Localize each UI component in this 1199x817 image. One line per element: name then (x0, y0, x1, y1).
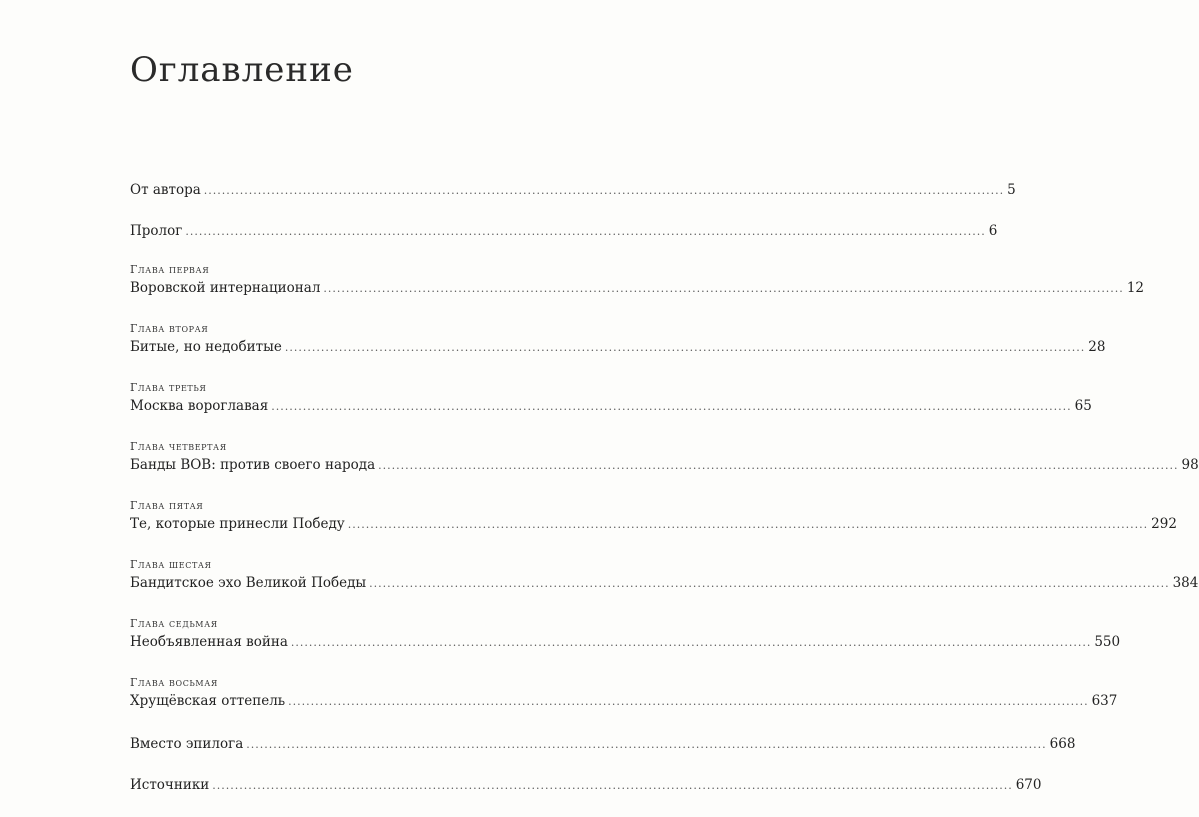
toc-page-number: 668 (1049, 736, 1076, 752)
toc-entry-chapter-2 (130, 322, 1106, 357)
toc-leader-dots: .................................................................................................................................................................................. (378, 459, 1179, 472)
toc-leader-dots: .................................................................................................................................................................................. (369, 577, 1170, 590)
toc-line (130, 181, 1016, 200)
toc-chapter-label: Глава первая (130, 263, 210, 276)
toc-chapter-label: Глава шестая (130, 558, 212, 571)
toc-leader-dots: .................................................................................................................................................................................. (246, 738, 1047, 751)
toc-leader-dots: .................................................................................................................................................................................. (203, 184, 1005, 197)
toc-chapter-label: Глава седьмая (130, 617, 218, 630)
toc-line (130, 222, 998, 241)
toc-page-number: 670 (1015, 777, 1042, 793)
toc-line (130, 692, 1118, 711)
toc-page-number: 12 (1126, 280, 1144, 296)
toc-chapter-label: Глава вторая (130, 322, 209, 335)
toc-leader-dots: .................................................................................................................................................................................. (284, 341, 1086, 354)
toc-line (130, 397, 1092, 416)
toc-entry-title: Битые, но недобитые (130, 339, 282, 355)
toc-chapter-label: Глава четвертая (130, 440, 227, 453)
toc-entry-title: Воровской интернационал (130, 280, 321, 296)
toc-page-number: 550 (1094, 634, 1121, 650)
toc-entry-title: Вместо эпилога (130, 736, 244, 752)
toc-leader-dots: .................................................................................................................................................................................. (185, 225, 986, 238)
page-title: Оглавление (130, 50, 354, 90)
toc-line (130, 735, 1076, 754)
toc-line (130, 633, 1121, 652)
toc-page-number: 384 (1172, 575, 1199, 591)
toc-entry-chapter-8 (130, 676, 1118, 711)
toc-line (130, 776, 1042, 795)
toc-chapter-label: Глава третья (130, 381, 207, 394)
toc-leader-dots: .................................................................................................................................................................................. (347, 518, 1149, 531)
toc-leader-dots: .................................................................................................................................................................................. (212, 779, 1013, 792)
toc-line (130, 515, 1177, 534)
toc-entry-chapter-3 (130, 381, 1092, 416)
toc-entry-title: Бандитское эхо Великой Победы (130, 575, 367, 591)
toc-entry-title: Пролог (130, 223, 183, 239)
toc-entry-chapter-5 (130, 499, 1177, 534)
toc-line (130, 574, 1199, 593)
toc-entry-from-author (130, 181, 1016, 200)
toc-entry-epilogue (130, 735, 1076, 754)
toc-entry-title: Необъявленная война (130, 634, 288, 650)
toc-page-number: 65 (1074, 398, 1092, 414)
toc-line (130, 338, 1106, 357)
toc-leader-dots: .................................................................................................................................................................................. (271, 400, 1072, 413)
toc-entry-chapter-4 (130, 440, 1199, 475)
toc-entry-chapter-6 (130, 558, 1199, 593)
toc-page-number: 28 (1088, 339, 1106, 355)
toc-leader-dots: .................................................................................................................................................................................. (290, 636, 1092, 649)
table-of-contents (130, 181, 1199, 817)
toc-page-number: 6 (988, 223, 998, 239)
toc-page-number: 637 (1091, 693, 1118, 709)
toc-entry-title: Те, которые принесли Победу (130, 516, 345, 532)
toc-leader-dots: .................................................................................................................................................................................. (288, 695, 1089, 708)
toc-entry-chapter-1 (130, 263, 1144, 298)
toc-entry-title: Источники (130, 777, 210, 793)
toc-page-number: 5 (1007, 182, 1016, 198)
toc-line (130, 279, 1144, 298)
toc-entry-chapter-7 (130, 617, 1121, 652)
toc-page-number: 292 (1151, 516, 1177, 532)
toc-entry-title: Москва вороглавая (130, 398, 269, 414)
toc-entry-title: Банды ВОВ: против своего народа (130, 457, 376, 473)
toc-entry-prologue (130, 222, 998, 241)
toc-line (130, 456, 1199, 475)
toc-chapter-label: Глава восьмая (130, 676, 218, 689)
toc-leader-dots: .................................................................................................................................................................................. (323, 282, 1124, 295)
toc-entry-title: Хрущёвская оттепель (130, 693, 286, 709)
toc-chapter-label: Глава пятая (130, 499, 204, 512)
toc-entry-title: От автора (130, 182, 201, 198)
toc-page-number: 98 (1181, 457, 1199, 473)
toc-entry-sources (130, 776, 1042, 795)
